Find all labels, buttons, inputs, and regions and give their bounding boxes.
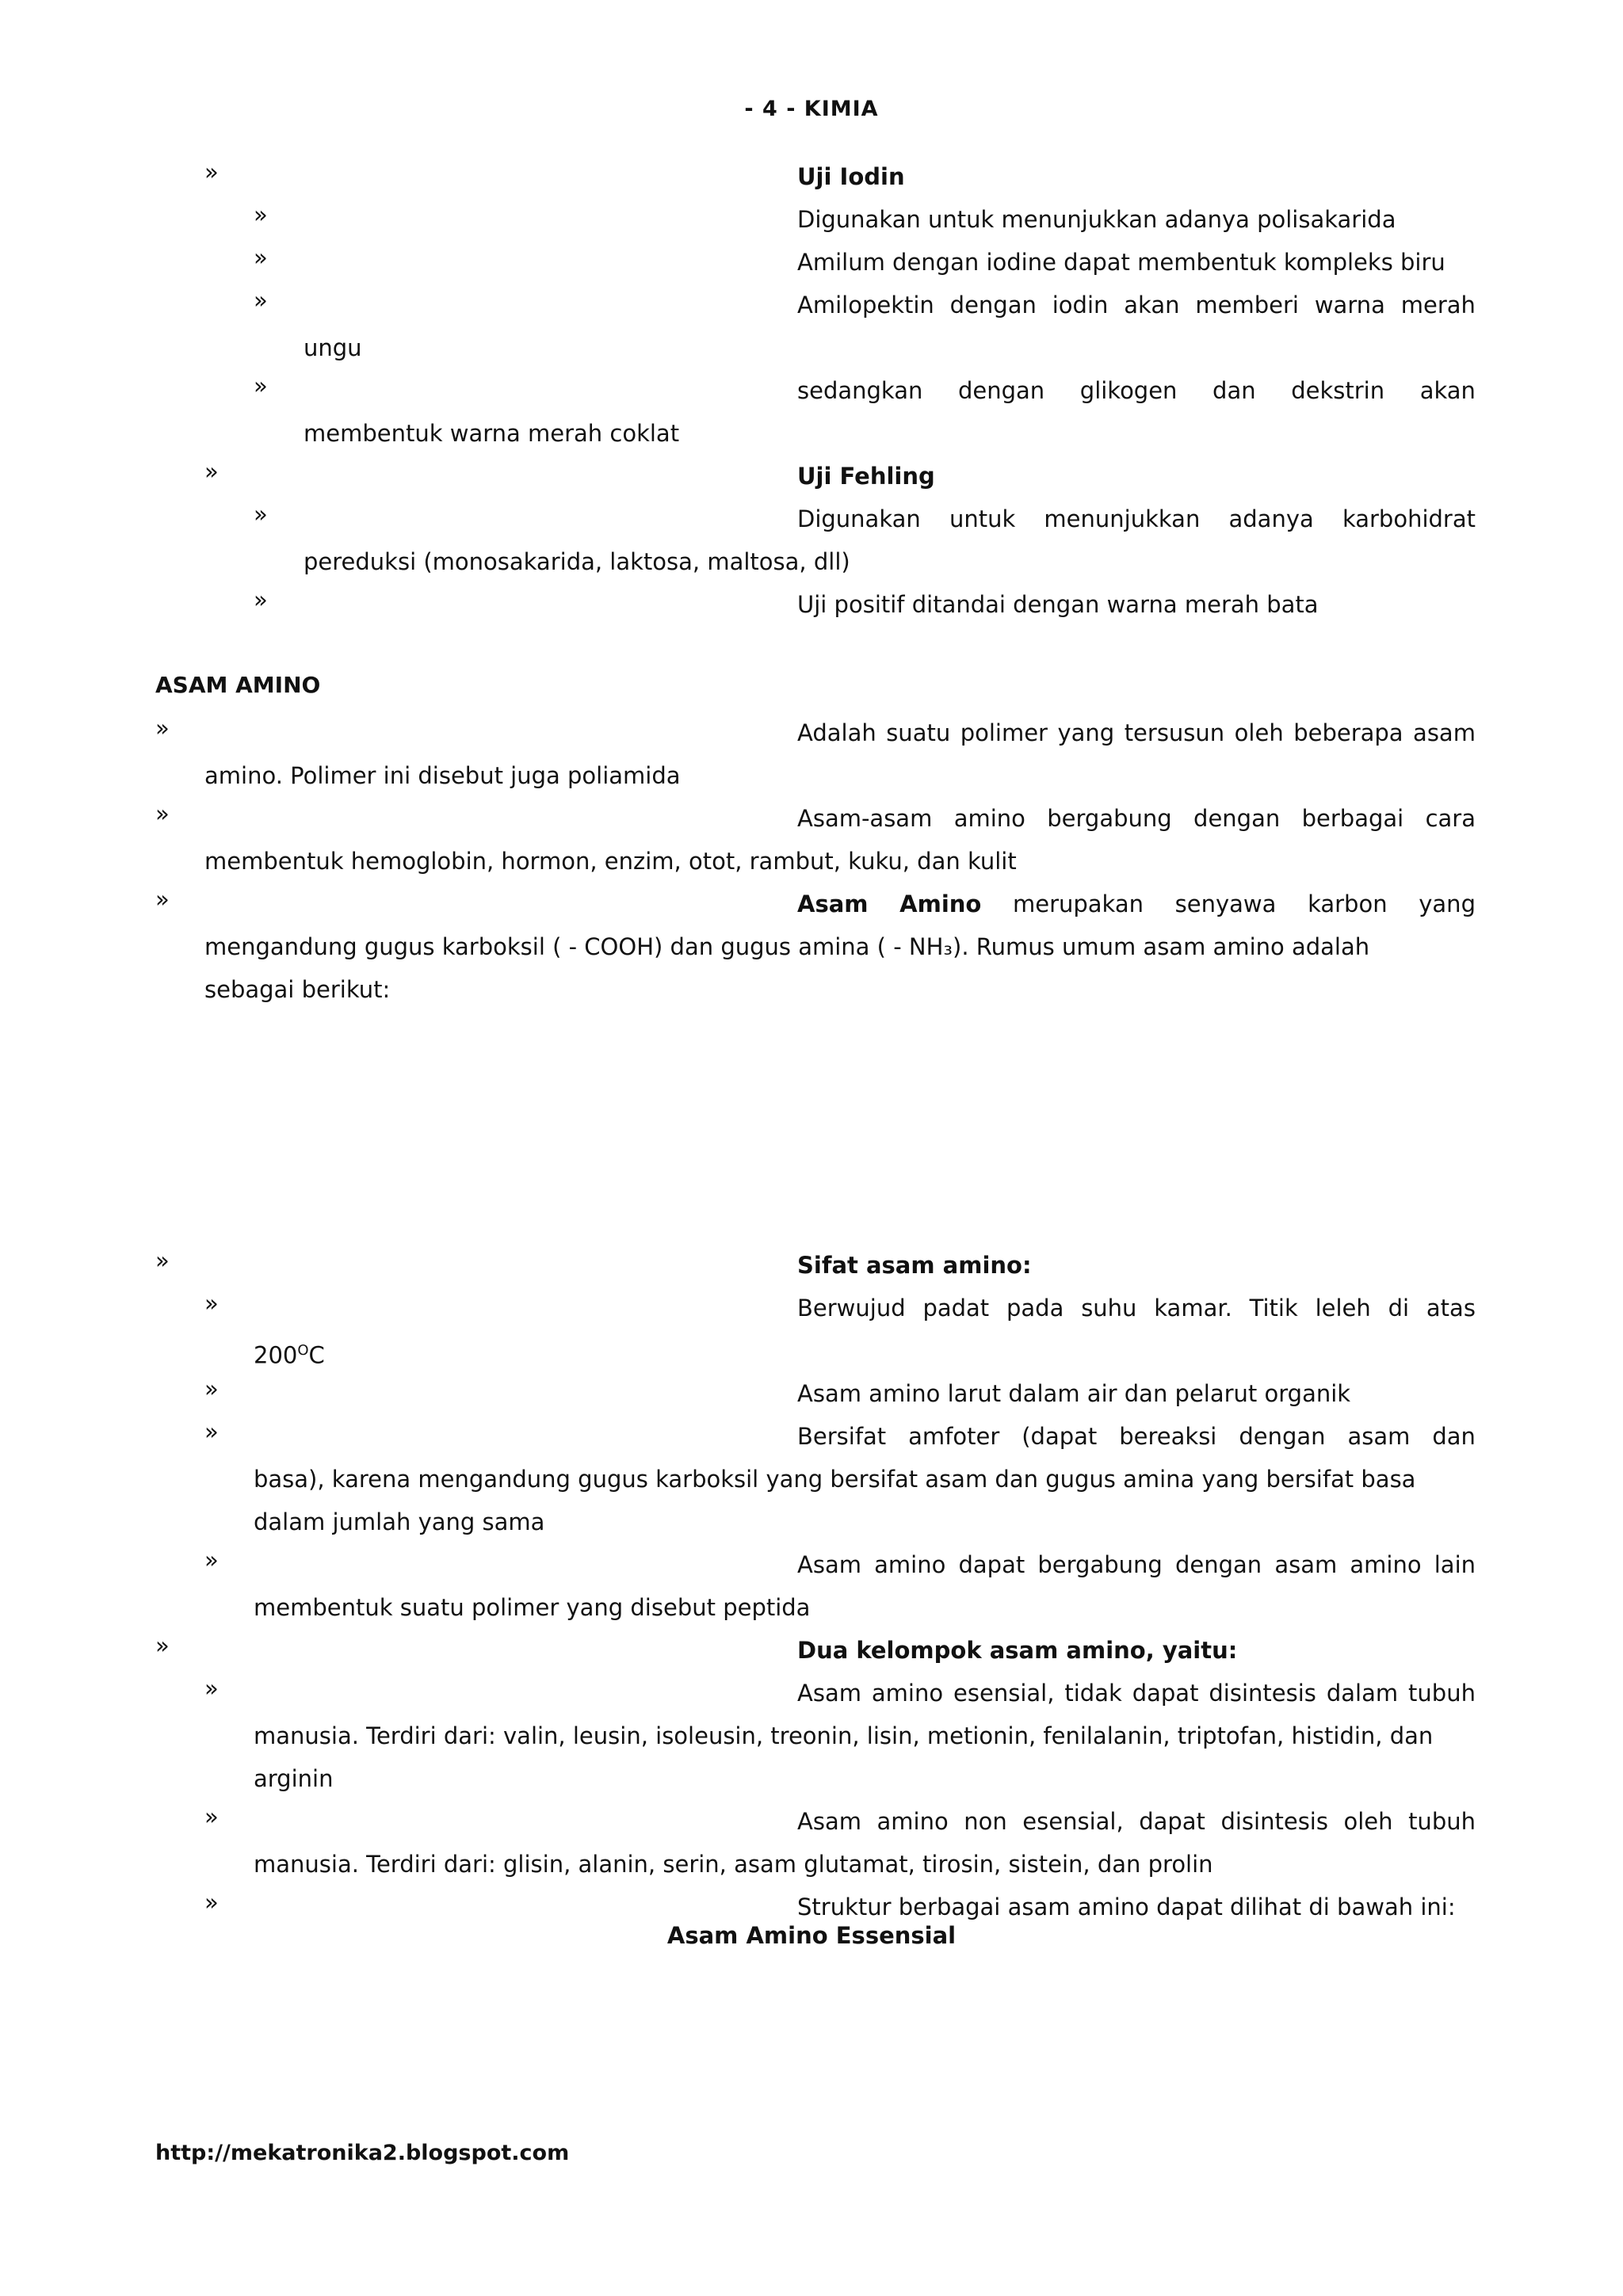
word: amfoter [908, 1423, 1000, 1450]
word: bergabung [1047, 805, 1172, 832]
bullet-glyph: » [204, 1889, 219, 1916]
word: merah [1400, 292, 1476, 318]
word: untuk [949, 505, 1016, 532]
word: yang [1057, 719, 1115, 746]
word: bereaksi [1119, 1423, 1217, 1450]
word: dapat [1132, 1680, 1199, 1707]
bullet-glyph: » [204, 1418, 219, 1445]
word: suhu [1081, 1295, 1137, 1322]
word: karbohidrat [1342, 505, 1476, 532]
word: menunjukkan [1044, 505, 1201, 532]
sifat-item: Asam amino larut dalam air dan pelarut organik [797, 1380, 1351, 1407]
bullet-glyph: » [254, 287, 268, 314]
word: dengan [957, 377, 1045, 404]
word: amino [953, 805, 1025, 832]
bullet-glyph: » [155, 1632, 170, 1659]
section-heading-asam-amino: ASAM AMINO [155, 672, 321, 698]
word: dapat [1139, 1808, 1205, 1835]
melting-point-unit: C [308, 1341, 325, 1369]
kelompok-item-continuation: arginin [254, 1765, 334, 1792]
word: akan [1124, 292, 1180, 318]
word: senyawa [1174, 891, 1277, 917]
bullet-glyph: » [254, 501, 268, 528]
bullet-glyph: » [204, 1375, 219, 1402]
essensial-heading: Asam Amino Essensial [666, 1922, 957, 1949]
word: tubuh [1408, 1680, 1476, 1707]
word: dengan [1193, 805, 1281, 832]
footer-url: http://mekatronika2.blogspot.com [155, 2141, 570, 2165]
uji-fehling-item: Uji positif ditandai dengan warna merah bata [797, 591, 1319, 618]
uji-iodin-item: Amilum dengan iodine dapat membentuk kompleks biru [797, 249, 1445, 276]
sifat-item [797, 1415, 1476, 1458]
word: tidak [1064, 1680, 1122, 1707]
asam-amino-paragraph [797, 711, 1476, 754]
word: yang [1419, 891, 1476, 917]
word: dan [1212, 377, 1256, 404]
word: dekstrin [1291, 377, 1385, 404]
word: sedangkan [797, 377, 923, 404]
word: suatu [886, 719, 951, 746]
bullet-glyph: » [155, 800, 170, 827]
word: leleh [1315, 1295, 1371, 1322]
asam-amino-paragraph-continuation: sebagai berikut: [204, 976, 391, 1003]
word: memberi [1195, 292, 1299, 318]
kelompok-item-continuation: manusia. Terdiri dari: glisin, alanin, serin, asam glutamat, tirosin, sistein, dan prolin [254, 1851, 1213, 1878]
word: tersusun [1124, 719, 1225, 746]
word: padat [922, 1295, 990, 1322]
word: Digunakan [797, 505, 921, 532]
word: esensial, [1022, 1808, 1124, 1835]
word: merupakan [1012, 891, 1144, 917]
page-header: - 4 - KIMIA [744, 97, 879, 121]
word: disintesis [1220, 1808, 1328, 1835]
word: atas [1426, 1295, 1476, 1322]
bullet-glyph: » [254, 586, 268, 613]
asam-amino-paragraph [797, 883, 1476, 925]
sifat-item-continuation: membentuk suatu polimer yang disebut peptida [254, 1594, 811, 1621]
uji-fehling-item [797, 498, 1476, 540]
asam-amino-paragraph-continuation: amino. Polimer ini disebut juga poliamida [204, 762, 681, 789]
word: Asam [797, 1808, 861, 1835]
bullet-glyph: » [204, 1675, 219, 1702]
word: dengan [1174, 1551, 1262, 1578]
kelompok-item [797, 1672, 1476, 1714]
word: Asam [797, 891, 869, 917]
word: adanya [1228, 505, 1314, 532]
word: oleh [1343, 1808, 1393, 1835]
word: Titik [1249, 1295, 1298, 1322]
uji-iodin-title: Uji Iodin [797, 163, 905, 190]
bullet-glyph: » [204, 1803, 219, 1830]
word: pada [1006, 1295, 1064, 1322]
melting-point-value: 200 [254, 1341, 298, 1369]
sifat-item-continuation: basa), karena mengandung gugus karboksil yang bersifat asam dan gugus amina yang bersifat basa [254, 1466, 1416, 1493]
word: bergabung [1037, 1551, 1163, 1578]
word: polimer [960, 719, 1048, 746]
uji-fehling-item-continuation: pereduksi (monosakarida, laktosa, maltosa, dll) [304, 548, 850, 575]
bullet-glyph: » [204, 458, 219, 485]
word: esensial, [953, 1680, 1055, 1707]
sifat-item-continuation: dalam jumlah yang sama [254, 1508, 545, 1535]
word: asam [1347, 1423, 1411, 1450]
word: Asam-asam [797, 805, 933, 832]
word: amino [874, 1551, 946, 1578]
word: dapat [958, 1551, 1025, 1578]
word: Amino [899, 891, 982, 917]
word: kamar. [1154, 1295, 1232, 1322]
bullet-glyph: » [254, 244, 268, 271]
bullet-glyph: » [204, 1547, 219, 1573]
word: Adalah [797, 719, 876, 746]
asam-amino-paragraph-continuation: membentuk hemoglobin, hormon, enzim, otot, rambut, kuku, dan kulit [204, 848, 1017, 875]
word: cara [1425, 805, 1476, 832]
uji-iodin-item-continuation: membentuk warna merah coklat [304, 420, 680, 447]
degree-symbol: O [297, 1342, 309, 1359]
bullet-glyph: » [254, 201, 268, 228]
word: non [964, 1808, 1007, 1835]
word: asam [1274, 1551, 1338, 1578]
word: amino [1350, 1551, 1422, 1578]
word: di [1388, 1295, 1410, 1322]
word: tubuh [1408, 1808, 1476, 1835]
word: Asam [797, 1551, 861, 1578]
word: Amilopektin [797, 292, 934, 318]
word: iodin [1052, 292, 1109, 318]
bullet-glyph: » [204, 1290, 219, 1317]
word: amino [876, 1808, 949, 1835]
uji-fehling-title: Uji Fehling [797, 463, 935, 490]
bullet-glyph: » [155, 886, 170, 913]
uji-iodin-item [797, 369, 1476, 412]
kelompok-item [797, 1800, 1476, 1843]
uji-iodin-item [797, 284, 1476, 326]
asam-amino-paragraph-continuation: mengandung gugus karboksil ( - COOH) dan gugus amina ( - NH₃). Rumus umum asam amino adalah [204, 933, 1370, 960]
word: disintesis [1209, 1680, 1316, 1707]
asam-amino-paragraph [797, 797, 1476, 840]
sifat-item [797, 1543, 1476, 1586]
word: akan [1419, 377, 1476, 404]
word: asam [1413, 719, 1476, 746]
bullet-glyph: » [254, 372, 268, 399]
sifat-item [797, 1287, 1476, 1329]
kelompok-item-continuation: manusia. Terdiri dari: valin, leusin, isoleusin, treonin, lisin, metionin, fenilalanin, triptofan, histidin, dan [254, 1722, 1434, 1749]
word: karbon [1308, 891, 1388, 917]
uji-iodin-item-continuation: ungu [304, 334, 362, 361]
word: dan [1432, 1423, 1476, 1450]
word: Asam [797, 1680, 861, 1707]
word: lain [1434, 1551, 1476, 1578]
word: Bersifat [797, 1423, 887, 1450]
sifat-title: Sifat asam amino: [797, 1252, 1032, 1279]
bullet-glyph: » [155, 715, 170, 742]
word: beberapa [1293, 719, 1403, 746]
kelompok-item: Struktur berbagai asam amino dapat dilihat di bawah ini: [797, 1894, 1456, 1920]
bullet-glyph: » [155, 1247, 170, 1274]
word: warna [1314, 292, 1385, 318]
word: glikogen [1079, 377, 1178, 404]
uji-iodin-item: Digunakan untuk menunjukkan adanya polisakarida [797, 206, 1396, 233]
word: dengan [1239, 1423, 1326, 1450]
word: dalam [1326, 1680, 1399, 1707]
word: dengan [949, 292, 1037, 318]
sifat-item-continuation [254, 1329, 325, 1377]
word: berbagai [1301, 805, 1404, 832]
kelompok-title: Dua kelompok asam amino, yaitu: [797, 1637, 1238, 1664]
word: oleh [1234, 719, 1284, 746]
word: amino [871, 1680, 944, 1707]
word: Berwujud [797, 1295, 906, 1322]
bullet-glyph: » [204, 158, 219, 185]
word: (dapat [1022, 1423, 1098, 1450]
